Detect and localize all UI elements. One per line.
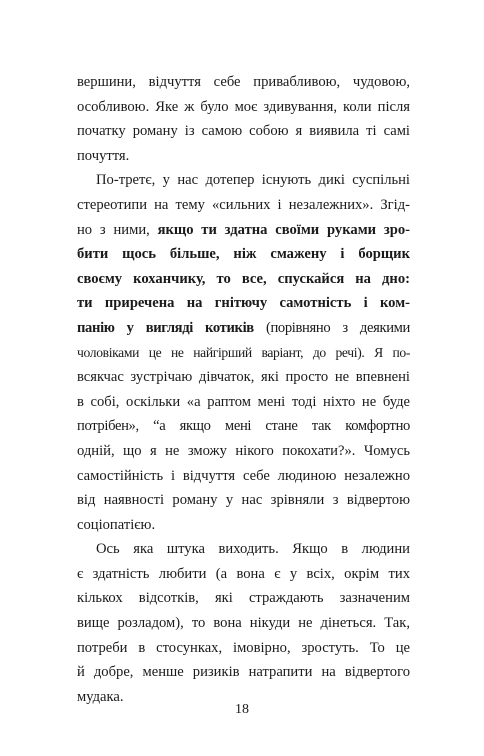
text-line: [77, 562, 410, 587]
paragraph: [77, 168, 410, 537]
text-segment: мудака.: [77, 688, 124, 705]
text-segment: особливою. Яке ж було моє здивування, коли після: [77, 98, 410, 115]
text-line: [77, 95, 410, 120]
text-line: [77, 464, 410, 489]
text-segment: (порівняно з деякими: [253, 319, 410, 336]
body-text: [77, 70, 410, 709]
text-segment: стереотипи на тему «сильних і незалежних». Згід-: [77, 196, 410, 213]
text-segment: почуття.: [77, 147, 130, 164]
text-line: [77, 611, 410, 636]
text-segment: По-третє, у нас дотепер існують дикі суспільні: [96, 172, 410, 189]
text-segment: всякчас зустрічаю дівчаток, які просто не впевнені: [77, 369, 410, 386]
bold-text: ти приречена на гнітючу самотність і ком-: [77, 295, 410, 312]
text-segment: й добре, менше ризиків натрапити на відвертого: [77, 664, 410, 681]
text-line: [77, 218, 410, 243]
text-segment: чоловіками це не найгірший варіант, до речі). Я по-: [77, 344, 410, 360]
text-line: [77, 193, 410, 218]
text-line: [77, 636, 410, 661]
text-segment: соціопатією.: [77, 516, 156, 533]
text-line: [77, 488, 410, 513]
text-line: [77, 168, 410, 193]
text-segment: Ось яка штука виходить. Якщо в людини: [96, 541, 410, 558]
text-segment: самостійність і відчуття себе людиною незалежно: [77, 467, 410, 484]
text-segment: вершини, відчуття себе привабливою, чудовою,: [77, 74, 410, 90]
text-line: [77, 586, 410, 611]
text-segment: початку роману із самою собою я виявила ті самі: [77, 123, 410, 140]
text-line: [77, 660, 410, 685]
text-segment: одній, що я не зможу нікого покохати?». Чомусь: [77, 442, 410, 459]
text-line: [77, 70, 410, 95]
text-segment: від наявності роману у нас зрівняли з відвертою: [77, 492, 410, 509]
text-segment: кількох відсотків, які страждають зазначеним: [77, 590, 410, 607]
paragraph: [77, 537, 410, 709]
text-segment: вище розладом), то вона нікуди не дінеться. Так,: [77, 615, 410, 632]
text-line: [77, 390, 410, 415]
text-line: [77, 267, 410, 292]
text-line: [77, 439, 410, 464]
text-line: [77, 291, 410, 316]
text-segment: но з ними,: [77, 221, 158, 238]
text-segment: потреби в стосунках, імовірно, зростуть. То це: [77, 639, 410, 656]
bold-text: якщо ти здатна своїми руками зро-: [157, 221, 410, 238]
text-line: [77, 341, 410, 366]
text-segment: в собі, оскільки «а раптом мені тоді ніхто не буде: [77, 393, 410, 410]
text-line: [77, 316, 410, 341]
text-segment: потрібен», “а якщо мені стане так комфортно: [77, 418, 410, 435]
bold-text: своєму коханчику, то все, спускайся на дно:: [77, 270, 410, 287]
text-line: [77, 513, 410, 538]
bold-text: панію у вигляді котиків: [77, 319, 254, 336]
text-line: [77, 119, 410, 144]
text-segment: є здатність любити (а вона є у всіх, окрім тих: [77, 565, 410, 582]
text-line: [77, 144, 410, 169]
text-line: [77, 537, 410, 562]
page-number: 18: [235, 702, 249, 717]
text-line: [77, 242, 410, 267]
bold-text: бити щось більше, ніж смажену і борщик: [77, 246, 410, 263]
text-line: [77, 414, 410, 439]
text-line: [77, 365, 410, 390]
paragraph: [77, 70, 410, 168]
